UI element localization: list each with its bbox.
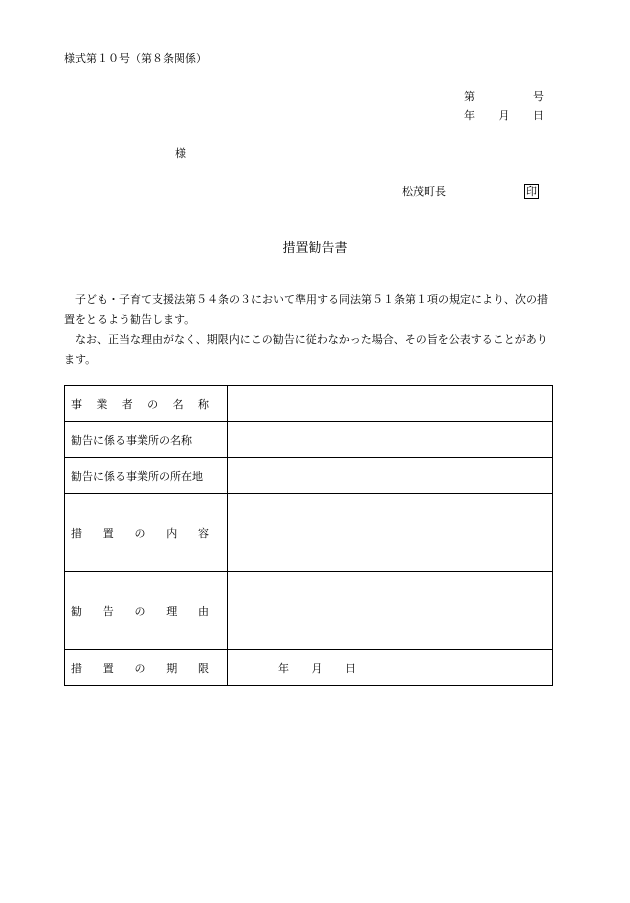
addressee-honorific: 様 [175, 147, 186, 160]
label-char: 置 [102, 661, 114, 675]
table-row-measure-deadline [65, 650, 553, 686]
body-paragraph-2: なお、正当な理由がなく、期限内にこの勧告に従わなかった場合、その旨を公表することがあります。 [64, 333, 548, 366]
value-recommendation-reason[interactable] [228, 572, 553, 650]
date-month: 月 [498, 109, 510, 122]
deadline-day: 日 [345, 661, 356, 675]
table-row-measure-content [65, 494, 553, 572]
issuer-name: 松茂町長 [402, 185, 446, 198]
table-row-facility-address [65, 458, 553, 494]
recommendation-table [64, 385, 553, 686]
label-char: の [147, 397, 159, 411]
value-measure-content[interactable] [228, 494, 553, 572]
label-char: 期 [166, 661, 178, 675]
value-facility-address[interactable] [228, 458, 553, 494]
deadline-month: 月 [311, 661, 323, 675]
label-facility-name: 勧告に係る事業所の名称 [65, 422, 228, 458]
issue-date [464, 107, 544, 123]
doc-number-prefix: 第 [464, 90, 475, 103]
label-facility-address: 勧告に係る事業所の所在地 [65, 458, 228, 494]
date-year: 年 [464, 109, 475, 122]
value-facility-name[interactable] [228, 422, 553, 458]
label-char: 内 [166, 526, 178, 540]
table-row-recommendation-reason [65, 572, 553, 650]
spread-label [71, 396, 209, 412]
label-recommendation-reason [65, 572, 228, 650]
label-char: の [134, 604, 146, 618]
table-row-facility-name [65, 422, 553, 458]
value-operator-name[interactable] [228, 386, 553, 422]
document-number [464, 88, 544, 104]
label-char: 措 [71, 661, 82, 675]
label-char: 由 [198, 604, 209, 618]
label-operator-name [65, 386, 228, 422]
label-char: 名 [172, 397, 184, 411]
label-char: 理 [166, 604, 178, 618]
doc-number-suffix: 号 [533, 90, 544, 103]
value-measure-deadline[interactable] [228, 650, 553, 686]
spread-label [71, 603, 209, 619]
label-char: 事 [71, 397, 82, 411]
label-char: の [134, 526, 146, 540]
spread-label [71, 660, 209, 676]
label-char: 措 [71, 526, 82, 540]
label-char: 者 [121, 397, 133, 411]
label-char: 勧 [71, 604, 82, 618]
label-char: 業 [96, 397, 108, 411]
deadline-year: 年 [278, 661, 289, 675]
label-char: 限 [198, 661, 209, 675]
table-row-operator-name [65, 386, 553, 422]
label-measure-content [65, 494, 228, 572]
document-title: 措置勧告書 [282, 241, 348, 256]
label-char: の [134, 661, 146, 675]
label-char: 置 [102, 526, 114, 540]
issuer [402, 183, 539, 199]
deadline-date [278, 660, 356, 676]
label-measure-deadline [65, 650, 228, 686]
date-day: 日 [533, 109, 544, 122]
form-number: 様式第１０号（第８条関係） [64, 52, 207, 65]
seal-mark: 印 [526, 184, 537, 198]
spread-label [71, 525, 209, 541]
label-char: 容 [198, 526, 209, 540]
body-paragraph-1: 子ども・子育て支援法第５４条の３において準用する同法第５１条第１項の規定により、次の措置をとるよう勧告します。 [64, 293, 548, 326]
label-char: 称 [197, 397, 209, 411]
label-char: 告 [102, 604, 114, 618]
